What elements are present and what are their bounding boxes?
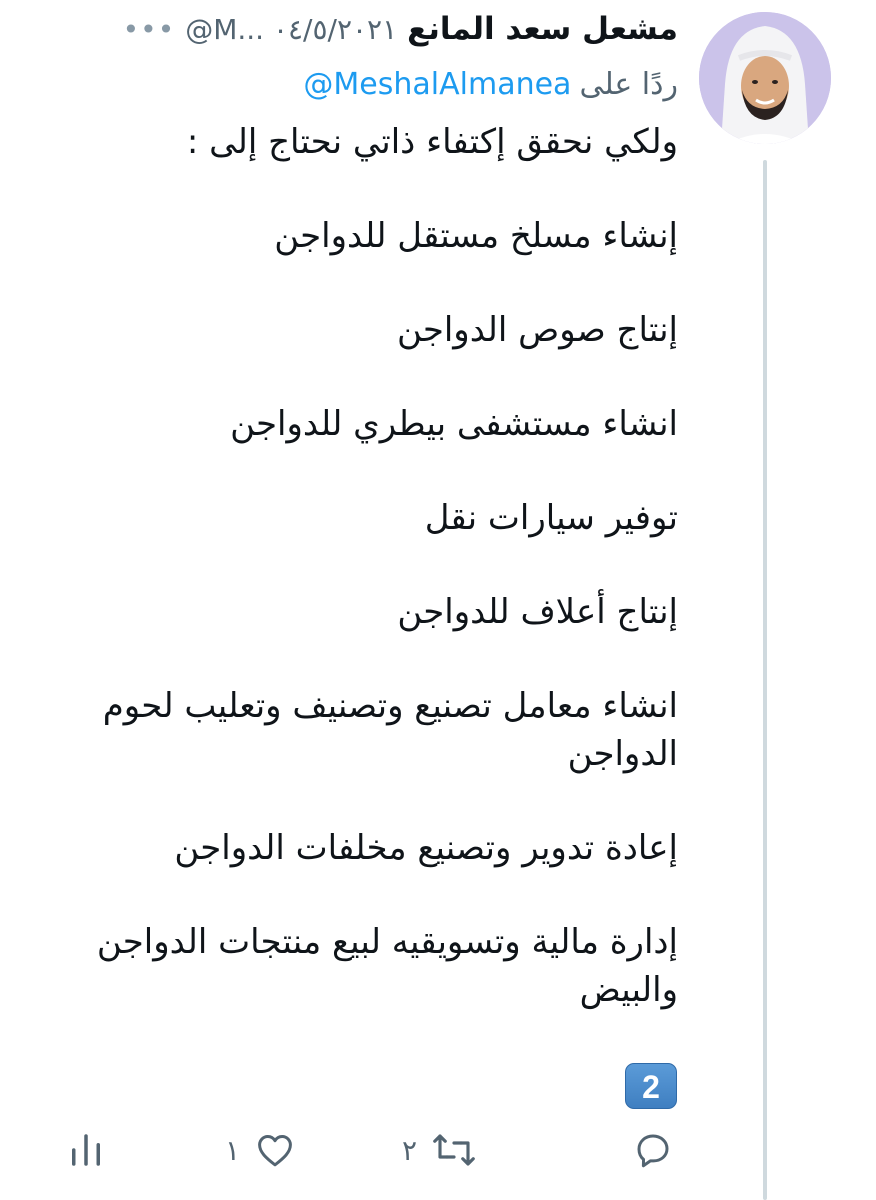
keycap-emoji: 2 [625,1063,677,1109]
more-icon[interactable]: ••• [122,12,176,46]
avatar-image [699,12,831,144]
like-count: ١ [225,1133,241,1167]
reply-button[interactable] [632,1122,674,1178]
replying-to [303,58,678,110]
analytics-icon [68,1129,104,1171]
tweet-paragraph: انشاء مستشفى بيطري للدواجن [230,404,678,444]
tweet-paragraph: إنشاء مسلخ مستقل للدواجن [274,216,678,256]
tweet-paragraph: إعادة تدوير وتصنيع مخلفات الدواجن [174,828,678,868]
tweet-paragraph: إدارة مالية وتسويقيه لبيع منتجات الدواجن والبيض [96,922,678,1010]
like-button[interactable] [225,1122,296,1178]
tweet-paragraph: إنتاج صوص الدواجن [396,310,678,350]
tweet-header [18,6,678,52]
reply-label: ردًا على [579,66,678,102]
thread-line [763,160,767,1200]
analytics-button[interactable] [68,1122,104,1178]
tweet-paragraph: إنتاج أعلاف للدواجن [397,592,678,632]
reply-handle-link[interactable]: @MeshalAlmanea [303,66,572,102]
tweet-paragraph: ولكي نحقق إكتفاء ذاتي نحتاج إلى : [186,122,678,162]
retweet-count: ٢ [402,1133,418,1167]
author-name[interactable]: مشعل سعد المانع [407,11,678,47]
retweet-button[interactable] [402,1122,477,1178]
heart-icon [254,1129,296,1171]
handle-and-date[interactable]: @M... ٠٤/٥/٢٠٢١ [185,12,398,46]
reply-icon [632,1129,674,1171]
retweet-icon [431,1129,477,1171]
tweet-paragraph: توفير سيارات نقل [424,498,678,538]
tweet-text [48,118,678,1014]
avatar[interactable] [699,12,831,144]
tweet-paragraph: انشاء معامل تصنيع وتصنيف وتعليب لحوم الدواجن [102,686,678,774]
